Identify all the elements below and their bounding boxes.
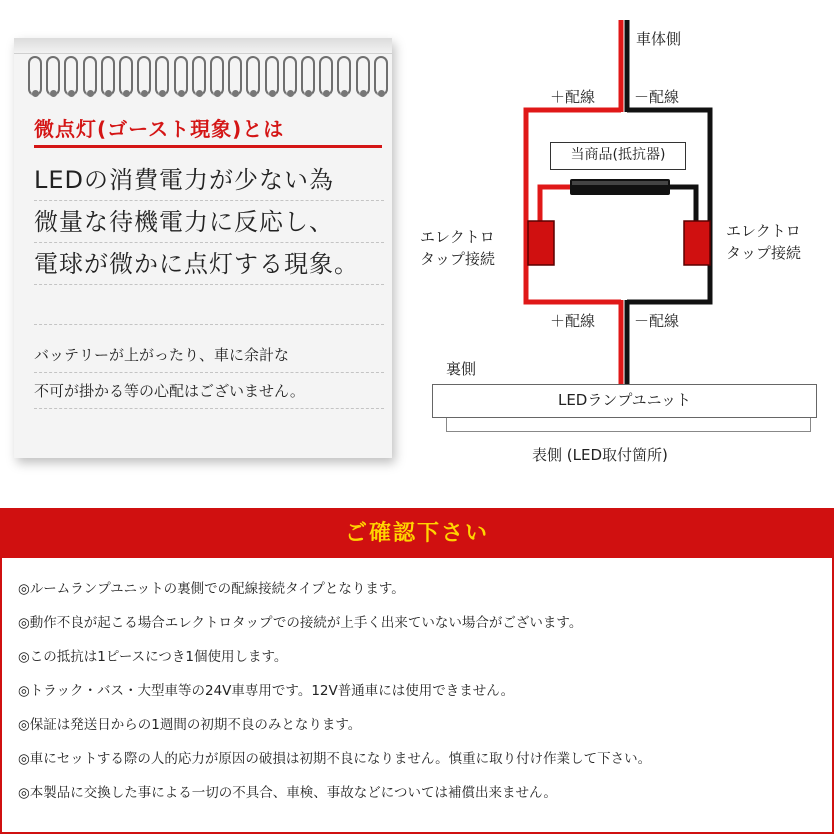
notice-item: ◎車にセットする際の人的応力が原因の破損は初期不良になりません。慎重に取り付け作業して下さい。 xyxy=(18,751,652,767)
note-line-2: 微量な待機電力に反応し、 xyxy=(34,202,384,243)
ring-hole-icon xyxy=(250,90,257,97)
ring-hole-icon xyxy=(360,90,367,97)
plus-wire-label-bottom: ＋配線 xyxy=(550,312,596,330)
notepad-card xyxy=(14,38,392,458)
product-resistor-label: 当商品(抵抗器) xyxy=(550,142,686,170)
ring-hole-icon xyxy=(159,90,166,97)
right-tap-label xyxy=(726,220,801,264)
ring-hole-icon xyxy=(196,90,203,97)
ring-hole-icon xyxy=(232,90,239,97)
notice-title: ご確認下さい xyxy=(2,510,832,558)
ring-hole-icon xyxy=(341,90,348,97)
ring-hole-icon xyxy=(32,90,39,97)
ring-hole-icon xyxy=(214,90,221,97)
ring-hole-icon xyxy=(323,90,330,97)
notice-item: ◎トラック・バス・大型車等の24V車専用です。12V普通車には使用できません。 xyxy=(18,683,515,699)
vehicle-side-label: 車体側 xyxy=(636,30,682,48)
notice-item: ◎保証は発送日からの1週間の初期不良のみとなります。 xyxy=(18,717,362,733)
notice-item: ◎ルームランプユニットの裏側での配線接続タイプとなります。 xyxy=(18,581,405,597)
note-small-line-1: バッテリーが上がったり、車に余計な xyxy=(34,338,384,373)
minus-wire-label-top: －配線 xyxy=(634,88,680,106)
led-lamp-base xyxy=(446,418,811,432)
note-ruled-line xyxy=(34,324,384,325)
note-small-line-2: 不可が掛かる等の心配はございません。 xyxy=(34,374,384,409)
left-tap-label xyxy=(420,226,495,270)
back-side-label: 裏側 xyxy=(446,360,477,378)
ring-hole-icon xyxy=(378,90,385,97)
right-tap-label-line-2: タップ接続 xyxy=(726,244,802,262)
spiral-rings xyxy=(28,56,388,100)
notice-item: ◎この抵抗は1ピースにつき1個使用します。 xyxy=(18,649,288,665)
ring-hole-icon xyxy=(68,90,75,97)
notepad-binding xyxy=(14,38,392,54)
left-tap-label-line-2: タップ接続 xyxy=(420,250,496,268)
led-lamp-unit: LEDランプユニット xyxy=(432,384,817,418)
ring-hole-icon xyxy=(50,90,57,97)
note-line-1: LEDの消費電力が少ない為 xyxy=(34,160,384,201)
ring-hole-icon xyxy=(305,90,312,97)
left-electro-tap-icon xyxy=(528,221,554,265)
ghost-lighting-heading: 微点灯(ゴースト現象)とは xyxy=(34,112,382,148)
right-tap-label-line-1: エレクトロ xyxy=(726,222,801,240)
minus-wire-label-bottom: －配線 xyxy=(634,312,680,330)
right-electro-tap-icon xyxy=(684,221,710,265)
ring-hole-icon xyxy=(105,90,112,97)
notice-item: ◎本製品に交換した事による一切の不具合、車検、事故などについては補償出来ません。 xyxy=(18,785,557,801)
plus-wire-label-top: ＋配線 xyxy=(550,88,596,106)
left-tap-label-line-1: エレクトロ xyxy=(420,228,495,246)
ring-hole-icon xyxy=(178,90,185,97)
ring-hole-icon xyxy=(287,90,294,97)
notice-box xyxy=(0,508,834,834)
note-line-3: 電球が微かに点灯する現象。 xyxy=(34,244,384,285)
notice-item: ◎動作不良が起こる場合エレクトロタップでの接続が上手く出来ていない場合がございます。 xyxy=(18,615,583,631)
ring-hole-icon xyxy=(269,90,276,97)
wiring-diagram xyxy=(400,20,834,470)
ring-hole-icon xyxy=(141,90,148,97)
ring-hole-icon xyxy=(123,90,130,97)
front-side-label: 表側 (LED取付箇所) xyxy=(532,446,668,464)
notice-list xyxy=(18,572,828,810)
ring-hole-icon xyxy=(87,90,94,97)
